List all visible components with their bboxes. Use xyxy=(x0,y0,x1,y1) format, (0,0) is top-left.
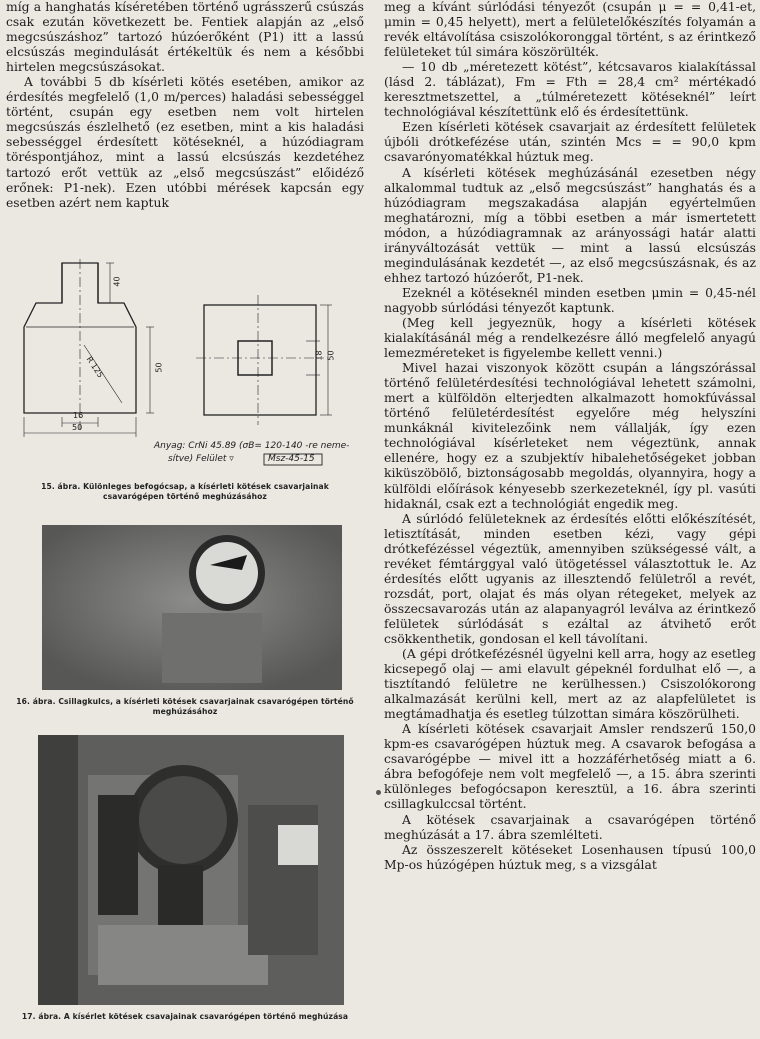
material-note-line2: sítve) Felület ▿ xyxy=(168,454,234,464)
scan-speck xyxy=(376,790,381,795)
standard-label: Msz-45-15 xyxy=(268,454,315,464)
paragraph: A kötések csavarjainak a csavarógépen történő meghúzását a 17. ábra szemlélteti. xyxy=(384,812,756,842)
paragraph: A kísérleti kötések csavarjait Amsler rendszerű 150,0 kpm-es csavarógépen húztuk meg. A csavarok befogása a csavarógépbe — mivel itt a hozzáférhetőség miatt a 6. ábra befogófeje nem volt megfelelő —, a 15. ábra szerinti különleges befogócsapon keresztül, a 16. ábra szerinti csillagkulccsal történt. xyxy=(384,722,756,812)
paragraph: meg a kívánt súrlódási tényezőt (csupán μ = = 0,41-et, μmin = 0,45 helyett), mert a felületelőkészítés folyamán a revék eltávolítása csiszolókoronggal történt, s az érintkező felületeket túl simára köszörülték. xyxy=(384,0,756,60)
dimension-width-50: 50 xyxy=(72,423,83,432)
paragraph: A kísérleti kötések meghúzásánál ezesetben négy alkalommal tudtuk az „első megcsúszást” hanghatás és a húzódiagram megszakadása alapján egyértelműen meghatározni, míg a többi esetben a már ismertetett módon, a húzódiagramnak az arányossági határ alatti irányváltozását vettük — mint a lassú elcsúszás megindulásának kezdetét —, az első megcsúszásnak, és az ehhez tartozó húzóerőt, P1-nek. xyxy=(384,165,756,285)
paragraph: Mivel hazai viszonyok között csupán a lángszórással történő felületérdesítési technológiával lehetett számolni, mert a külföldön elterjedten alkalmazott homokfúvással történő felületérdesítést egyelőre még helyszíni munkáknál kivitelezőink nem vállalják, így ezen technológiával kísérleteket nem végeztünk, annak ellenére, hogy ez a szubjektív hibalehetőségeket jobban kiküszöbölő, biztonságosabb megoldás, olyannyira, hogy a külföldi előírások kényesebb szerkezeteknél, így pl. vasúti hidaknál, csak ezt a technológiát engedik meg. xyxy=(384,361,756,511)
dimension-width-16: 16 xyxy=(73,411,84,420)
dimension-hole-18: 18 xyxy=(314,350,324,361)
dimension-top-40: 40 xyxy=(112,276,122,287)
paragraph: A további 5 db kísérleti kötés esetében, amikor az érdesítés megfelelő (1,0 m/perces) haladási sebességgel történt, csupán egy esetben nem volt hirtelen megcsúszás észlelhető (ez esetben, mint a kis haladási sebességgel érdesített kötéseknél, a húzódiagram töréspontjához, mint a lassú elcsúszás kezdetéhez tartozó erőt vettük az „első megcsúszást” előidéző erőnek: P1-nek). Ezen utóbbi mérések kapcsán egy esetben azért nem kaptuk xyxy=(6,75,364,210)
figure-16-caption: 16. ábra. Csillagkulcs, a kísérleti kötések csavarjainak csavarógépen történő meghúzásához xyxy=(16,697,354,716)
paragraph: míg a hanghatás kíséretében történő ugrásszerű csúszás csak ezután következett be. Fentiek alapján az „első megcsúszáshoz” tartozó húzóerőként (P1) itt a lassú elcsúszás megindulását értékeltük és nem a későbbi hirtelen megcsúszásokat. xyxy=(6,0,364,75)
dimension-r125: R 125 xyxy=(84,355,106,380)
dimension-height-50: 50 xyxy=(154,362,164,373)
square-outline xyxy=(204,305,316,415)
figure-17-photo xyxy=(38,735,344,1005)
dimension-square-50: 50 xyxy=(326,350,336,361)
right-column xyxy=(384,0,756,1039)
paragraph: A súrlódó felületeknek az érdesítés előtti előkészítését, letisztítását, minden esetben kézi, vagy gépi drótkefézéssel végeztük, amennyiben szükségessé vált, a revéket fémtárggyal való ütögetéssel választottuk le. Az érdesítés előtt ugyanis az illesztendő felületről a revét, rozsdát, port, olajat és más olyan rétegeket, melyek az összecsavarozás után az alapanyagról leválva az érintkező felületek súrlódását s ezáltal az átvihető erőt csökkenthetik, gondosan el kell távolítani. xyxy=(384,511,756,646)
left-column xyxy=(6,0,364,252)
paragraph: — 10 db „méretezett kötést”, kétcsavaros kialakítással (lásd 2. táblázat), Fm = Fth = 28,4 cm² mértékadó keresztmetszettel, a „túlméretezett kötéseknél” leírt technológiával készítettünk elő és érdesítettünk. xyxy=(384,60,756,120)
figure-16-photo xyxy=(42,525,342,690)
paragraph: Az összeszerelt kötéseket Losenhausen típusú 100,0 Mp-os húzógépen húztuk meg, s a vizsgálat xyxy=(384,842,756,872)
paragraph: (Meg kell jegyeznük, hogy a kísérleti kötések kialakításánál még a rendelkezésre álló megfelelő anyagú lemezméreteket is figyelembe kellett venni.) xyxy=(384,315,756,361)
paragraph: Ezen kísérleti kötések csavarjait az érdesített felületek újbóli drótkefézése után, szintén Mcs = = 90,0 kpm csavarónyomatékkal húztuk meg. xyxy=(384,120,756,165)
material-note-line1: Anyag: CrNi 45.89 (σB= 120-140 -re neme- xyxy=(154,441,350,451)
figure-17-caption: 17. ábra. A kísérlet kötések csavajainak csavarógépen történő meghúzása xyxy=(21,1012,349,1021)
figure-15-technical-drawing xyxy=(6,255,364,495)
paragraph: (A gépi drótkefézésnél ügyelni kell arra, hogy az esetleg kicsepegő olaj — ami elavult gépeknél fordulhat elő —, a tisztítandó felületre ne kerülhessen.) Csiszolókorong alkalmazását kerülni kell, mert az az alapfelületet is megtámadhatja és esetleg túlzottan simára köszörülheti. xyxy=(384,647,756,722)
paragraph: Ezeknél a kötéseknél minden esetben μmin = 0,45-nél nagyobb súrlódási tényezőt kaptunk. xyxy=(384,285,756,315)
figure-15-caption: 15. ábra. Különleges befogócsap, a kísérleti kötések csavarjainak csavarógépen történő meghúzásához xyxy=(41,482,329,501)
